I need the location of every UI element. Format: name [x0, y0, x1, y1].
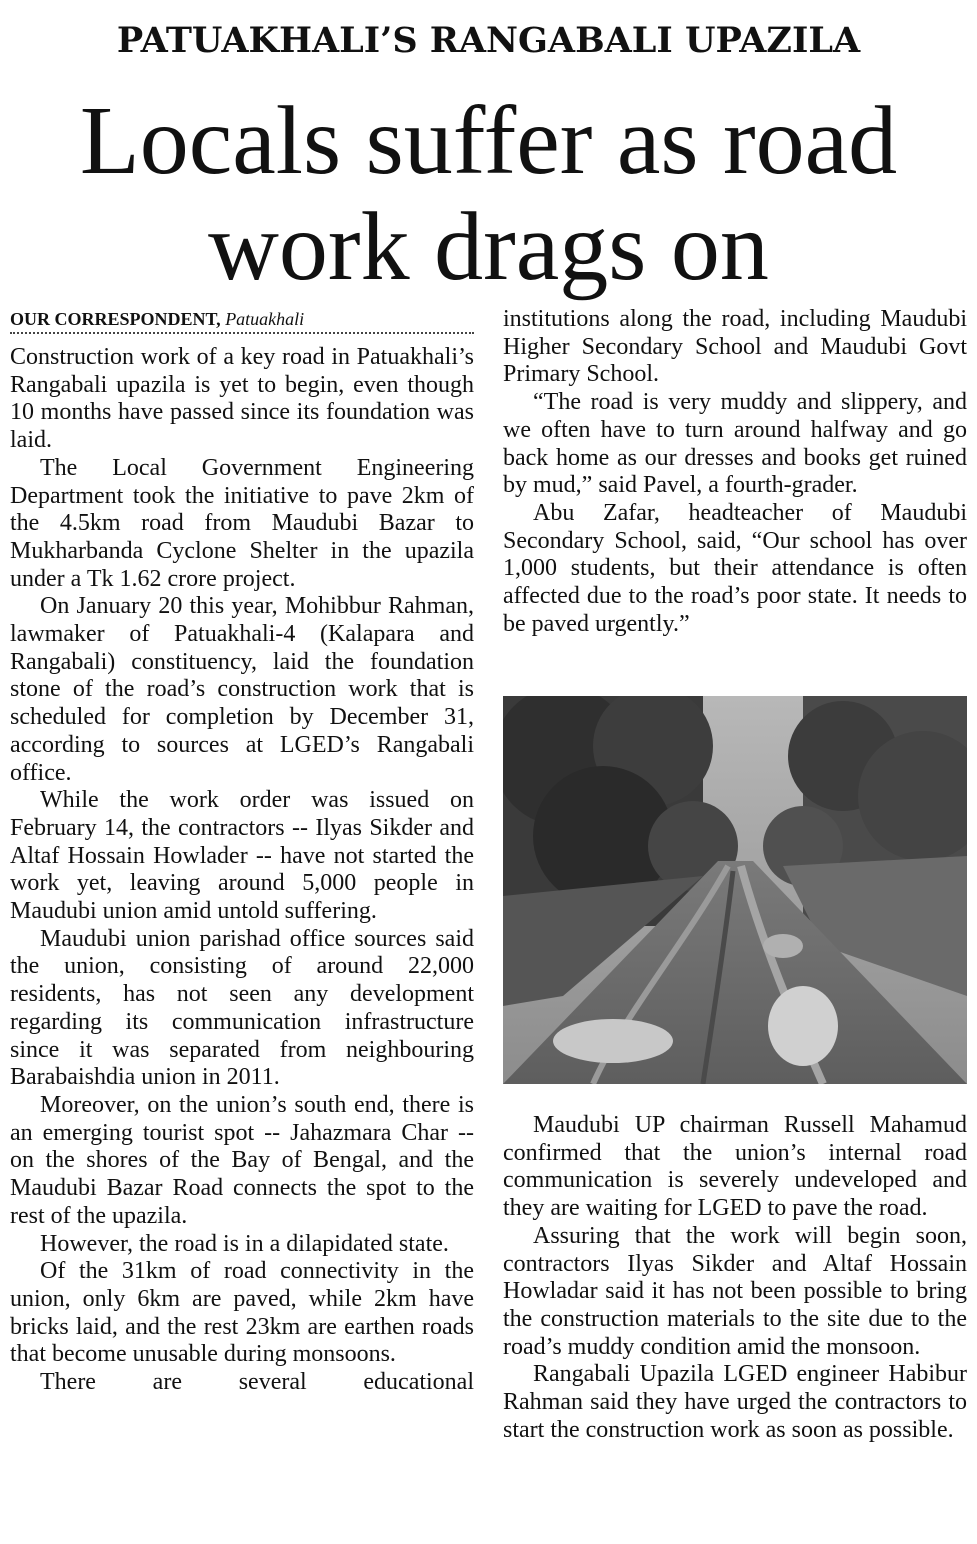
right-column-bottom [503, 1112, 967, 1444]
right-paragraph: Assuring that the work will begin soon, contractors Ilyas Sikder and Altaf Hossain Howladar said it has not been possible to bring the construction materials to the site due to the road’s muddy condition amid the monsoon. [503, 1222, 967, 1360]
left-paragraph: Moreover, on the union’s south end, there is an emerging tourist spot -- Jahazmara Char -- on the shores of the Bay of Bengal, and the Maudubi Bazar Road connects the spot to the rest of the upazila. [10, 1091, 474, 1229]
muddy-road-image [503, 696, 967, 1084]
left-paragraph: However, the road is in a dilapidated state. [40, 1230, 449, 1257]
left-column [10, 306, 474, 1397]
right-column-top [503, 306, 967, 638]
left-paragraph: There are several educational [40, 1369, 474, 1396]
right-paragraph: Rangabali Upazila LGED engineer Habibur Rahman said they have urged the contractors to start the construction work as soon as possible. [503, 1361, 967, 1443]
right-paragraph: “The road is very muddy and slippery, and we often have to turn around halfway and go back home as our dresses and books get ruined by mud,” said Pavel, a fourth-grader. [503, 389, 967, 499]
left-paragraph: The Local Government Engineering Department took the initiative to pave 2km of the 4.5km road from Maudubi Bazar to Mukharbanda Cyclone Shelter in the upazila under a Tk 1.62 crore project. [10, 454, 474, 592]
right-paragraph: institutions along the road, including Maudubi Higher Secondary School and Maudubi Govt Primary School. [503, 306, 967, 388]
left-paragraph: Construction work of a key road in Patuakhali’s Rangabali upazila is yet to begin, even though 10 months have passed since its foundation was laid. [10, 344, 474, 454]
left-paragraph: On January 20 this year, Mohibbur Rahman, lawmaker of Patuakhali-4 (Kalapara and Rangabali) constituency, laid the foundation stone of the road’s construction work that is scheduled for completion by December 31, according to sources at LGED’s Rangabali office. [10, 593, 474, 786]
left-paragraph: Maudubi union parishad office sources said the union, consisting of around 22,000 residents, has not seen any development regarding its communication infrastructure since it was separated from neighbouring Barabaishdia union in 2011. [10, 925, 474, 1091]
headline-line-1: Locals suffer as road [79, 87, 898, 195]
byline-location: Patuakhali [225, 309, 305, 329]
headline-line-2: work drags on [208, 193, 769, 301]
article-headline [0, 88, 977, 300]
byline [10, 306, 474, 334]
right-paragraph: Maudubi UP chairman Russell Mahamud confirmed that the union’s internal road communication is severely undeveloped and they are waiting for LGED to pave the road. [503, 1112, 967, 1222]
left-paragraph: Of the 31km of road connectivity in the union, only 6km are paved, while 2km have bricks laid, and the rest 23km are earthen roads that become unusable during monsoons. [10, 1258, 474, 1368]
road-photo [503, 696, 967, 1084]
article-kicker: PATUAKHALI’S RANGABALI UPAZILA [116, 20, 861, 61]
left-paragraph: While the work order was issued on February 14, the contractors -- Ilyas Sikder and Altaf Hossain Howlader -- have not started the work yet, leaving around 5,000 people in Maudubi union amid untold suffering. [10, 787, 474, 925]
byline-author: OUR CORRESPONDENT, [10, 309, 221, 329]
right-paragraph: Abu Zafar, headteacher of Maudubi Secondary School, said, “Our school has over 1,000 students, but their attendance is often affected due to the road’s poor state. It needs to be paved urgently.” [503, 499, 967, 637]
